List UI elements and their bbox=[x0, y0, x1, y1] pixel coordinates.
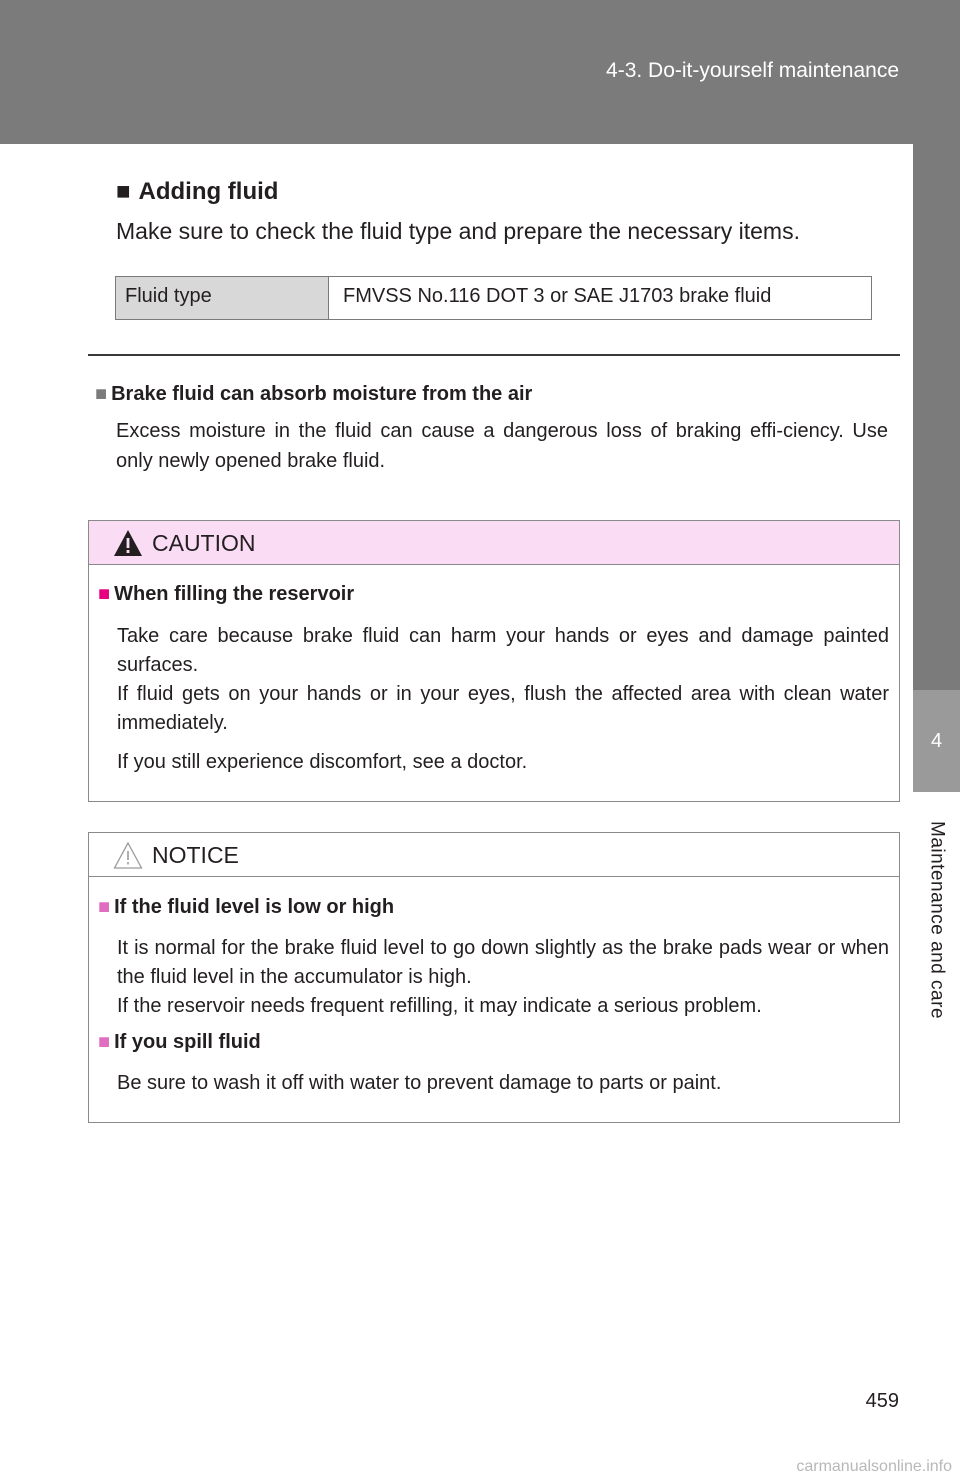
notice-item-heading-text: If the fluid level is low or high bbox=[114, 896, 395, 918]
square-bullet-icon: ■ bbox=[98, 1031, 111, 1053]
page-number: 459 bbox=[865, 1390, 899, 1412]
notice-label: NOTICE bbox=[152, 842, 239, 868]
chapter-side-label-text: Maintenance and care bbox=[926, 820, 948, 1019]
info-heading bbox=[95, 383, 532, 406]
square-bullet-icon: ■ bbox=[95, 383, 108, 405]
section-title-text: Adding fluid bbox=[138, 178, 279, 205]
warning-triangle-icon bbox=[113, 529, 143, 557]
page-header bbox=[0, 0, 960, 144]
caution-paragraph: If fluid gets on your hands or in your eyes, flush the affected area with clean water immediately. bbox=[117, 683, 889, 734]
notice-item-heading bbox=[98, 896, 394, 919]
notice-item-heading bbox=[98, 1031, 261, 1054]
notice-item-heading-text: If you spill fluid bbox=[114, 1031, 261, 1053]
notice-header bbox=[89, 833, 899, 877]
caution-box bbox=[88, 520, 900, 802]
watermark: carmanualsonline.info bbox=[796, 1458, 952, 1475]
section-intro: Make sure to check the fluid type and prepare the necessary items. bbox=[116, 218, 800, 244]
square-bullet-icon: ■ bbox=[116, 178, 131, 205]
square-bullet-icon: ■ bbox=[98, 896, 111, 918]
notice-paragraph: It is normal for the brake fluid level to go down slightly as the brake pads wear or when the fluid level in the accumulator is high. bbox=[117, 937, 889, 988]
caution-item-heading-text: When filling the reservoir bbox=[114, 583, 355, 605]
caution-header bbox=[89, 521, 899, 565]
info-heading-text: Brake fluid can absorb moisture from the air bbox=[111, 383, 533, 405]
warning-triangle-outline-icon bbox=[113, 841, 143, 869]
notice-paragraph: Be sure to wash it off with water to prevent damage to parts or paint. bbox=[117, 1072, 722, 1094]
info-body: Excess moisture in the fluid can cause a dangerous loss of braking effi-ciency. Use only newly opened brake fluid. bbox=[116, 420, 888, 472]
notice-box bbox=[88, 832, 900, 1123]
chapter-side-label bbox=[913, 800, 960, 1040]
side-tab-bar bbox=[913, 144, 960, 690]
caution-item-body bbox=[117, 622, 889, 777]
chapter-title: 4-3. Do-it-yourself maintenance bbox=[606, 59, 899, 82]
fluid-type-table bbox=[115, 276, 872, 320]
divider bbox=[88, 354, 900, 356]
caution-paragraph: Take care because brake fluid can harm your hands or eyes and damage painted surfaces. bbox=[117, 625, 889, 676]
caution-item-heading bbox=[98, 583, 354, 606]
square-bullet-icon: ■ bbox=[98, 583, 111, 605]
fluid-type-value: FMVSS No.116 DOT 3 or SAE J1703 brake fluid bbox=[343, 285, 772, 307]
notice-item-body bbox=[117, 934, 889, 1021]
chapter-number-tab: 4 bbox=[913, 690, 960, 792]
fluid-type-label: Fluid type bbox=[116, 277, 329, 319]
caution-paragraph: If you still experience discomfort, see a doctor. bbox=[117, 751, 528, 773]
section-title bbox=[116, 178, 278, 206]
notice-item-body bbox=[117, 1069, 889, 1098]
caution-label: CAUTION bbox=[152, 530, 256, 556]
notice-paragraph: If the reservoir needs frequent refilling, it may indicate a serious problem. bbox=[117, 995, 762, 1017]
